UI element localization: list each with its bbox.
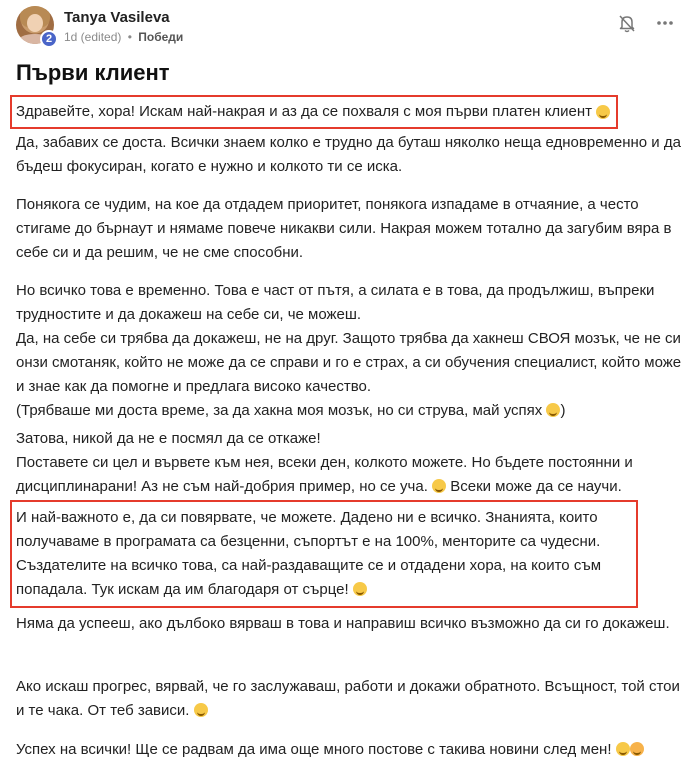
paragraph-6 — [16, 506, 630, 602]
paragraph-7: Няма да успееш, ако дълбоко вярваш в това и направиш всичко възможно да си го докажеш. — [16, 615, 670, 632]
post-title: Първи клиент — [16, 60, 170, 85]
paragraph-4b: Да, на себе си трябва да докажеш, не на друг. Защото трябва да хакнеш СВОЯ мозък, че не си онзи смотаняк, който не може да се справи и го е страх, а си обучения специалист, който може и знае как да помогне и предлага високо качество. — [16, 330, 682, 395]
paragraph-6-text: И най-важното е, да си повярвате, че можете. Дадено ни е всичко. Знанията, които получаваме в програмата са безценни, съпортът е на 100%, менторите са чудесни. Създателите на всичко това, са най-раздаващите се и отдадени хора, на които съм попадала. Тук искам да им благодаря от сърце! — [16, 509, 601, 598]
paragraph-5a: Затова, никой да не е посмял да се откаже! — [16, 430, 321, 447]
paragraph-4c — [16, 399, 686, 423]
paragraph-4c-text: (Трябваше ми доста време, за да хакна моя мозък, но си струва, май успях — [16, 402, 543, 419]
paragraph-8 — [16, 675, 686, 723]
paragraph-5b-end: Всеки може да се научи. — [450, 478, 622, 495]
paragraph-3: Понякога се чудим, на кое да отдадем приоритет, понякога изпадаме в отчаяние, а често стигаме до бърнаут и нямаме повече никакви сили. Накрая можем тотално да загубим вяра в себе си и да решим, че не сме способни. — [16, 196, 672, 261]
author-name[interactable]: Tanya Vasileva — [64, 9, 170, 26]
post-header — [16, 6, 684, 50]
paragraph-8-text: Ако искаш прогрес, вярвай, че го заслужаваш, работи и докажи обратното. Всъщност, той стои и те чака. От теб зависи. — [16, 678, 680, 719]
smiling-hearts-emoji-icon — [630, 742, 644, 756]
smile-emoji-icon — [616, 742, 630, 756]
paragraph-4a: Но всичко това е временно. Това е част от пътя, а силата е в това, да продължиш, въпреки трудностите и да докажеш на себе си, че можеш. — [16, 282, 655, 323]
post-category[interactable]: Победи — [138, 30, 184, 44]
wink-emoji-icon — [432, 479, 446, 493]
paragraph-9-text: Успех на всички! Ще се радвам да има още много постове с такива новини след мен! — [16, 741, 612, 758]
highlight-gratitude — [10, 500, 638, 608]
more-horizontal-icon[interactable] — [654, 12, 676, 34]
post-time: 1d (edited) — [64, 30, 122, 44]
paragraph-4 — [16, 279, 686, 423]
avatar-face — [27, 14, 43, 32]
paragraph-2: Да, забавих се доста. Всички знаем колко е трудно да буташ няколко неща едновременно и да бъдеш фокусиран, когато е нужно и колкото ти се иска. — [16, 134, 681, 175]
paragraph-4c-end: ) — [560, 402, 566, 419]
post-meta — [64, 30, 183, 44]
paragraph-9 — [16, 738, 644, 762]
paragraph-5b — [16, 451, 686, 499]
smile-emoji-icon — [353, 582, 367, 596]
meta-separator: • — [127, 30, 132, 44]
post-body — [16, 95, 686, 758]
paragraph-5b-text: Поставете си цел и вървете към нея, всеки ден, колкото можете. Но бъдете постоянни и дисциплинарани! Аз не съм най-добрия пример, но се уча. — [16, 454, 633, 495]
paragraph-intro: Здравейте, хора! Искам най-накрая и аз да се похваля с моя първи платен клиент — [16, 103, 592, 120]
smile-emoji-icon — [194, 703, 208, 717]
level-badge: 2 — [40, 30, 58, 48]
highlight-first-client — [10, 95, 618, 129]
bell-off-icon[interactable] — [616, 12, 638, 34]
smile-emoji-icon — [596, 105, 610, 119]
paragraph-5 — [16, 427, 686, 499]
grin-emoji-icon — [546, 403, 560, 417]
